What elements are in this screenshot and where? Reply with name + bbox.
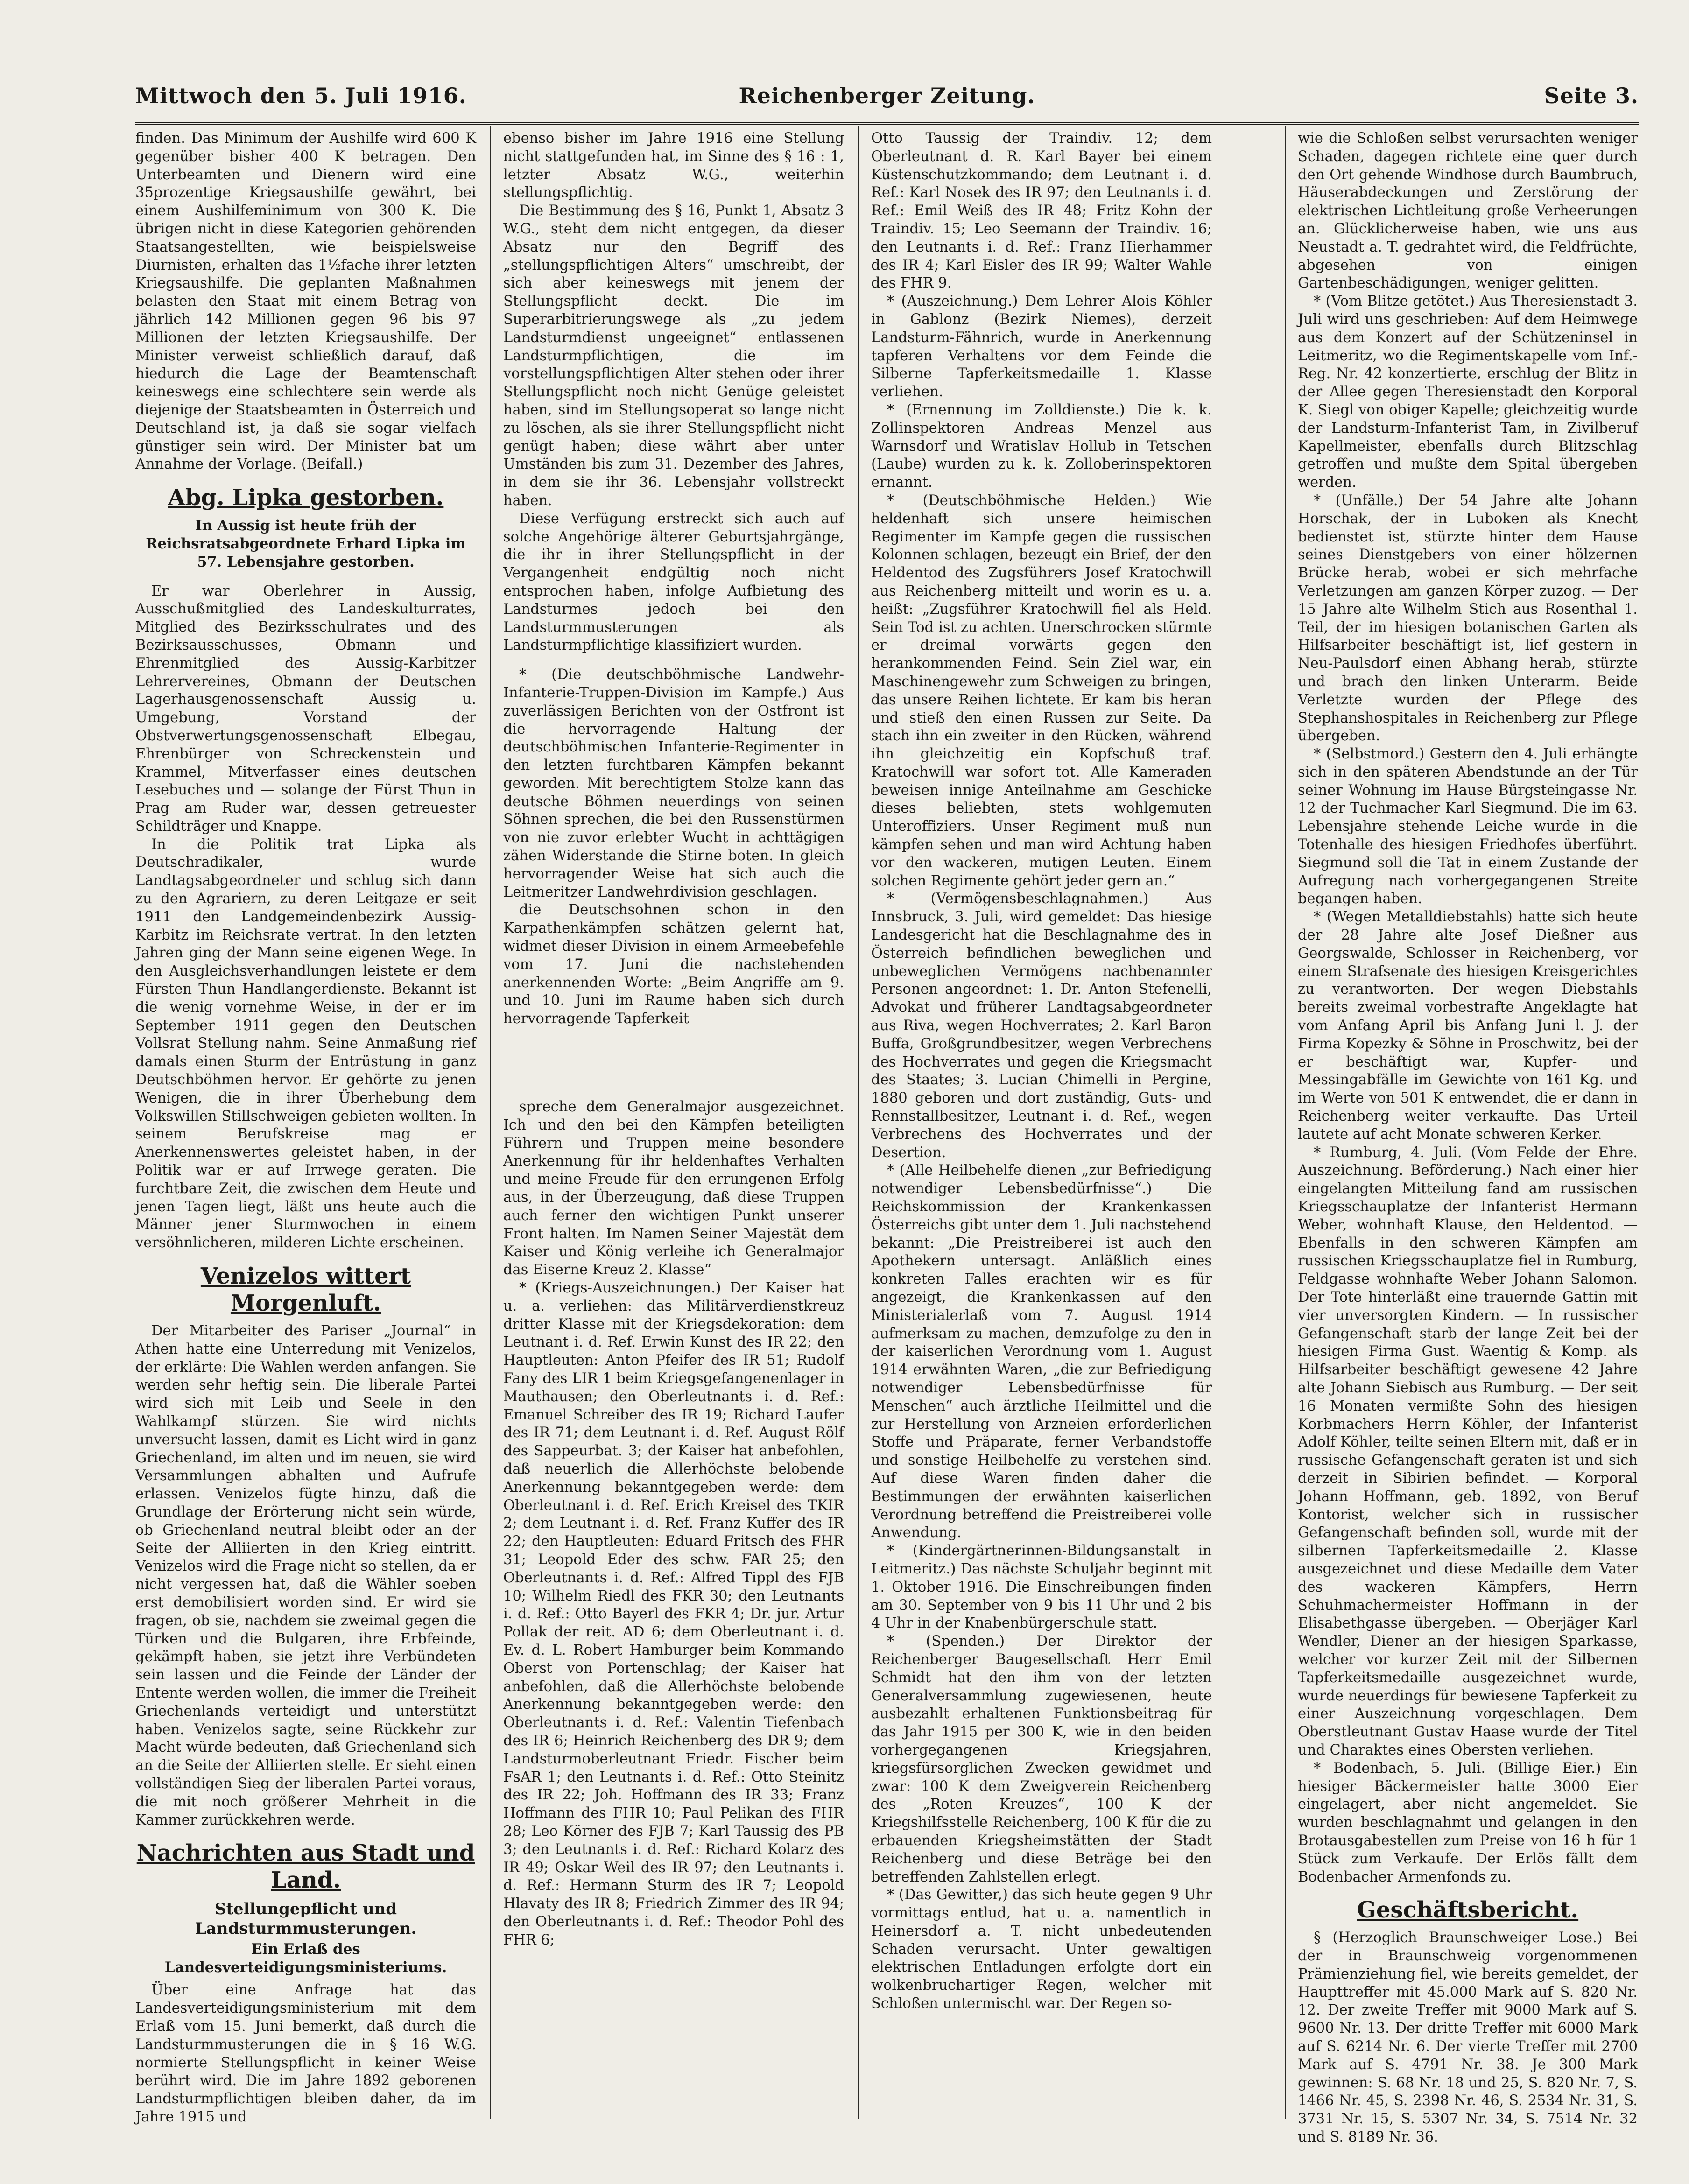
page-number: Seite 3. <box>1544 83 1639 108</box>
lead-lipka: In Aussig ist heute früh der Reichsratsabgeordnete Erhard Lipka im 57. Lebensjahre gestorben. <box>146 517 466 570</box>
news-item: * (Wegen Metalldiebstahls) hatte sich heute der 28 Jahre alte Josef Dießner aus Georgswalde, Schlosser in Reichenberg, vor einem Strafsenate des hiesigen Kreisgerichtes zu verantworten. Der wegen Diebstahls bereits zweimal vorbestrafte Angeklagte hat vom Anfang April bis Anfang Juni l. J. der Firma Kopezky & Söhne in Proschwitz, bei der er beschäftigt war, Kupfer- und Messingabfälle im Gewichte von 161 Kg. und im Werte von 501 K entwendet, die er dann in Reichenberg weiter verkaufte. Das Urteil lautete auf acht Monate schweren Kerker. <box>1298 909 1638 1143</box>
news-item: * (Spenden.) Der Direktor der Reichenberger Baugesellschaft Herr Emil Schmidt hat den ihm von der letzten Generalversammlung zugewiesenen, heute ausbezahlt erhaltenen Funktionsbeitrag für das Jahr 1915 per 300 K, wie in den beiden vorhergegangenen Kriegsjahren, kriegsfürsorglichen Zwecken gewidmet und zwar: 100 K dem Zweigverein Reichenberg des „Roten Kreuzes“, 100 K der Kriegshilfsstelle Reichenberg, 100 K für die zu erbauenden Kriegsheimstätten der Stadt Reichenberg und diese Beträge bei den betreffenden Zahlstellen erlegt. <box>871 1633 1212 1885</box>
news-item: * (Ernennung im Zolldienste.) Die k. k. Zollinspektoren Andreas Menzel aus Warnsdorf und Wratislav Hollub in Tetschen (Laube) wurden zu k. k. Zolloberinspektoren ernannt. <box>871 401 1212 491</box>
paragraph: die Deutschsohnen schon in den Karpathenkämpfen schätzen gelernt hat, widmet dieser Division in einem Armeebefehle vom 17. Juni die nachstehenden anerkennenden Worte: „Beim Angriffe am 9. und 10. Juni im Raume haben sich durch hervorragende Tapferkeit <box>503 902 844 1027</box>
paragraph: Der Mitarbeiter des Pariser „Journal“ in Athen hatte eine Unterredung mit Venizelos, der erklärte: Die Wahlen werden anfangen. Sie werden sehr heftig sein. Die liberale Partei wird sich mit Leib und Seele in den Wahlkampf stürzen. Sie wird nichts unversucht lassen, damit es Licht wird in ganz Griechenland, im alten und im neuen, sie wird Versammlungen abhalten und Aufrufe erlassen. Venizelos fügte hinzu, daß die Grundlage der Erörterung nicht sein würde, ob Griechenland neutral bleibt oder an der Seite der Alliierten in den Krieg eintritt. Venizelos wird die Frage nicht so stellen, da er nicht vergessen hat, daß die Wähler soeben erst demobilisiert worden sind. Er wird sie fragen, ob sie, nachdem sie zweimal gegen die Türken und die Bulgaren, ihre Erbfeinde, gekämpft haben, sie jetzt ihre Verbündeten sein lassen und die Feinde der Länder der Entente werden wollen, die immer die Freiheit Griechenlands verteidigt und unterstützt haben. Venizelos sagte, seine Rückkehr zur Macht würde bedeuten, daß Griechenland sich an die Seite der Alliierten stelle. Er sieht einen vollständigen Sieg der liberalen Partei voraus, die mit noch größerer Mehrheit in die Kammer zurückkehren werde. <box>135 1323 476 1828</box>
paragraph: Die Bestimmung des § 16, Punkt 1, Absatz 3 W.G., steht dem nicht entgegen, da dieser Absatz nur den Begriff des „stellungspflichtigen Alters“ umschreibt, der sich aber keineswegs mit jenem der Stellungspflicht deckt. Die im Superarbitrierungswege als „zu jedem Landsturmdienst ungeeignet“ entlassenen Landsturmpflichtigen, die im vorstellungspflichtigen Alter stehen oder ihrer Stellungspflicht noch nicht Genüge geleistet haben, sind im Stellungsoperat so lange nicht zu löschen, als sie ihrer Stellungspflicht nicht genügt haben; diese währt aber unter Umständen bis zum 31. Dezember des Jahres, in dem sie ihr 36. Lebensjahr vollstreckt haben. <box>503 203 844 509</box>
headline-nachrichten: Nachrichten aus Stadt und Land. <box>136 1840 475 1894</box>
news-item: * (Vermögensbeschlagnahmen.) Aus Innsbruck, 3. Juli, wird gemeldet: Das hiesige Landesgericht hat die Beschlagnahme des in Österreich befindlichen beweglichen und unbeweglichen Vermögens nachbenannter Personen angeordnet: 1. Dr. Anton Stefenelli, Advokat und früherer Landtagsabgeordneter aus Riva, wegen Hochverrates; 2. Karl Baron Buffa, Großgrundbesitzer, wegen Verbrechens des Hochverrates und gegen die Kriegsmacht des Staates; 3. Lucian Chimelli in Pergine, 1880 geboren und dort zuständig, Guts- und Rennstallbesitzer, Leutnant i. d. Ref., wegen Verbrechens des Hochverrates und der Desertion. <box>871 891 1212 1161</box>
news-item: * (Auszeichnung.) Dem Lehrer Alois Köhler in Gablonz (Bezirk Niemes), derzeit Landsturm-Fähnrich, wurde in Anerkennung tapferen Verhaltens vor dem Feinde die Silberne Tapferkeitsmedaille 1. Klasse verliehen. <box>871 293 1212 400</box>
news-item: * (Die deutschböhmische Landwehr-Infanterie-Truppen-Division im Kampfe.) Aus zuverlässigen Berichten von der Ostfront ist die hervorragende Haltung der deutschböhmischen Infanterie-Regimenter in den letzten furchtbaren Kämpfen bekannt geworden. Mit berechtigtem Stolze kann das deutsche Böhmen neuerdings von seinen Söhnen sprechen, die bei den Russenstürmen von nie zuvor erlebter Wucht in achttägigen zähen Widerstande die Stirne boten. In gleich hervorragender Weise hat sich auch die Leitmeritzer Landwehrdivision geschlagen. <box>503 667 844 900</box>
headline-venizelos: Venizelos wittert Morgenluft. <box>200 1263 411 1317</box>
paragraph: ebenso bisher im Jahre 1916 eine Stellung nicht stattgefunden hat, im Sinne des § 16 : 1, letzter Absatz W.G., weiterhin stellungspflichtig. <box>503 130 844 201</box>
issue-date: Mittwoch den 5. Juli 1916. <box>135 83 467 108</box>
paragraph: wie die Schloßen selbst verursachten weniger Schaden, dagegen richtete eine quer durch den Ort gehende Windhose durch Baumbruch, Häuserabdeckungen und Zerstörung der elektrischen Lichtleitung große Verheerungen an. Glücklicherweise haben, wie uns aus Neustadt a. T. gedrahtet wird, die Feldfrüchte, abgesehen von einigen Gartenbeschädigungen, weniger gelitten. <box>1298 130 1638 292</box>
headline-geschaeftsbericht: Geschäftsbericht. <box>1357 1897 1579 1924</box>
news-item: * (Selbstmord.) Gestern den 4. Juli erhängte sich in den späteren Abendstunde an der Tür seiner Wohnung im Hause Bürgsteingasse Nr. 12 der Tuchmacher Karl Siegmund. Die im 63. Lebensjahre stehende Leiche wurde in die Totenhalle des hiesigen Friedhofes überführt. Siegmund soll die Tat in einem Zustande der Aufregung nach vorhergegangenen Streite begangen haben. <box>1298 746 1638 907</box>
column-divider <box>490 126 491 2119</box>
column-divider <box>858 126 859 2119</box>
paragraph: Otto Taussig der Traindiv. 12; dem Oberleutnant d. R. Karl Bayer bei einem Küstenschutzkommando; dem Leutnant i. d. Ref.: Karl Nosek des IR 97; den Leutnants i. d. Ref.: Emil Weiß des IR 48; Fritz Kohn der Traindiv. 15; Leo Seemann der Traindiv. 16; den Leutnants i. d. Ref.: Franz Hierhammer des IR 4; Karl Eisler des IR 99; Walter Wahle des FHR 9. <box>871 130 1212 292</box>
news-item: * (Kindergärtnerinnen-Bildungsanstalt in Leitmeritz.) Das nächste Schuljahr beginnt mit 1. Oktober 1916. Die Einschreibungen finden am 30. September von 9 bis 11 Uhr und 2 bis 4 Uhr in der Knabenbürgerschule statt. <box>871 1543 1212 1632</box>
paragraph: Er war Oberlehrer in Aussig, Ausschußmitglied des Landeskulturrates, Mitglied des Bezirksschulrates und des Bezirksausschusses, Obmann und Ehrenmitglied des Aussig-Karbitzer Lehrervereines, Obmann der Deutschen Lagerhausgenossenschaft Aussig u. Umgebung, Vorstand der Obstverwertungsgenossenschaft Elbegau, Ehrenbürger von Schreckenstein und Krammel, Mitverfasser eines deutschen Lesebuches und — solange der Fürst Thun in Prag am Ruder war, dessen getreuester Schildträger und Knappe. <box>135 583 476 835</box>
headline-lipka: Abg. Lipka gestorben. <box>168 485 444 511</box>
column-4 <box>1298 130 1638 2146</box>
news-item: * (Alle Heilbehelfe dienen „zur Befriedigung notwendiger Lebensbedürfnisse“.) Die Reichskommission der Krankenkassen Österreichs gibt unter dem 1. Juli nachstehend bekannt: „Die Preistreiberei ist auch den Apothekern untersagt. Anläßlich eines konkreten Falles erachten wir es für angezeigt, die Krankenkassen auf den Ministerialerlaß vom 7. August 1914 aufmerksam zu machen, demzufolge zu den in der kaiserlichen Verordnung vom 1. August 1914 erwähnten Waren, „die zur Befriedigung notwendiger Lebensbedürfnisse für Menschen“ auch ärztliche Heilmittel und die zur Herstellung von Arzneien erforderlichen Stoffe und Präparate, ferner Verbandstoffe und sonstige Heilbehelfe zu verstehen sind. Auf diese Waren finden daher die Bestimmungen der erwähnten kaiserlichen Verordnung betreffend die Preistreiberei volle Anwendung. <box>871 1162 1212 1541</box>
newspaper-title: Reichenberger Zeitung. <box>739 83 1035 108</box>
news-item: * (Vom Blitze getötet.) Aus Theresienstadt 3. Juli wird uns geschrieben: Auf dem Heimwege aus dem Konzert auf der Schützeninsel in Leitmeritz, wo die Regimentskapelle vom Inf.-Reg. Nr. 42 konzertierte, erschlug der Blitz in der Allee gegen Theresienstadt den Korporal K. Siegl von obiger Kapelle; gleichzeitig wurde der Landsturm-Infanterist Tam, in Zivilberuf Kapellmeister, ebenfalls durch Blitzschlag getroffen und mußte dem Spital übergeben werden. <box>1298 293 1638 491</box>
news-item: * Bodenbach, 5. Juli. (Billige Eier.) Ein hiesiger Bäckermeister hatte 3000 Eier eingelagert, aber nicht angemeldet. Sie wurden beschlagnahmt und gelangen in den Brotausgabestellen zum Preise von 16 h für 1 Stück zum Verkaufe. Der Erlös fällt dem Bodenbacher Armenfonds zu. <box>1298 1760 1638 1885</box>
paragraph: Über eine Anfrage hat das Landesverteidigungsministerium mit dem Erlaß vom 15. Juni bemerkt, daß durch die Landsturmmusterungen die in § 16 W.G. normierte Stellungspflicht in keiner Weise berührt wird. Die im Jahre 1892 geborenen Landsturmpflichtigen bleiben daher, da im Jahre 1915 und <box>135 1982 476 2125</box>
column-2 <box>503 130 844 2109</box>
column-divider <box>1285 126 1286 2119</box>
news-item: * Rumburg, 4. Juli. (Vom Felde der Ehre. Auszeichnung. Beförderung.) Nach einer hier eingelangten Mitteilung fand am russischen Kriegsschauplatze der Infanterist Hermann Weber, wohnhaft Klause, den Heldentod. — Ebenfalls in den schweren Kämpfen am russischen Kriegsschauplatze fiel in Rumburg, Feldgasse wohnhafte Weber Johann Salomon. Der Tote hinterläßt eine trauernde Gattin mit vier unversorgten Kindern. — In russischer Gefangenschaft starb der lange Zeit bei der hiesigen Firma Gust. Waentig & Komp. als Hilfsarbeiter beschäftigt gewesene 42 Jahre alte Johann Siebisch aus Rumburg. — Der seit 16 Monaten vermißte Sohn des hiesigen Korbmachers Herrn Köhler, der Infanterist Adolf Köhler, teilte seinen Eltern mit, daß er in russische Gefangenschaft geraten ist und sich derzeit in Sibirien befindet. — Korporal Johann Hoffmann, geb. 1892, von Beruf Kontorist, welcher sich in russischer Gefangenschaft befinden soll, wurde mit der silbernen Tapferkeitsmedaille 2. Klasse ausgezeichnet und diese Medaille dem Vater des wackeren Kämpfers, Herrn Schuhmachermeister Hoffmann in der Elisabethgasse übergeben. — Oberjäger Karl Wendler, Diener an der hiesigen Sparkasse, welcher vor kurzer Zeit mit der Silbernen Tapferkeitsmedaille ausgezeichnet wurde, wurde neuerdings für bewiesene Tapferkeit zu einer Auszeichnung vorgeschlagen. Dem Oberstleutnant Gustav Haase wurde der Titel und Charaktes eines Obersten verliehen. <box>1298 1144 1638 1758</box>
news-item: * (Das Gewitter,) das sich heute gegen 9 Uhr vormittags entlud, hat u. a. namentlich in Heinersdorf a. T. nicht unbedeutenden Schaden verursacht. Unter gewaltigen elektrischen Entladungen erfolgte dort ein wolkenbruchartiger Regen, welcher mit Schloßen untermischt war. Der Regen so- <box>871 1887 1212 2012</box>
news-item: * (Unfälle.) Der 54 Jahre alte Johann Horschak, der in Luboken als Knecht bedienstet ist, stürzte hinter dem Hause seines Dienstgebers von einer hölzernen Brücke herab, wobei er sich mehrfache Verletzungen am ganzen Körper zuzog. — Der 15 Jahre alte Wilhelm Stich aus Rosenthal 1. Teil, der im hiesigen botanischen Garten als Hilfsarbeiter beschäftigt ist, lief gestern in Neu-Paulsdorf einen Abhang herab, stürzte und brach den linken Unterarm. Beide Verletzte wurden der Pflege des Stephanshospitales in Reichenberg zur Pflege übergeben. <box>1298 492 1638 744</box>
paragraph: Diese Verfügung erstreckt sich auch auf solche Angehörige älterer Geburtsjahrgänge, die ihr in ihrer Stellungspflicht in der Vergangenheit endgültig noch nicht entsprochen haben, infolge Aufbietung des Landsturmes jedoch bei den Landsturmmusterungen als Landsturmpflichtige klassifiziert wurden. <box>503 510 844 654</box>
subheadline: Ein Erlaß des Landesverteidigungsministeriums. <box>164 1941 447 1976</box>
news-item: § (Herzoglich Braunschweiger Lose.) Bei der in Braunschweig vorgenommenen Prämienziehung fiel, wie bereits gemeldet, der Haupttreffer mit 45.000 Mark auf S. 820 Nr. 12. Der zweite Treffer mit 9000 Mark auf S. 9600 Nr. 13. Der dritte Treffer mit 6000 Mark auf S. 6214 Nr. 6. Der vierte Treffer mit 2700 Mark auf S. 4791 Nr. 38. Je 300 Mark gewinnen: S. 68 Nr. 18 und 25, S. 820 Nr. 7, S. 1466 Nr. 45, S. 2398 Nr. 46, S. 2534 Nr. 31, S. 3731 Nr. 15, S. 5307 Nr. 34, S. 7514 Nr. 32 und S. 8189 Nr. 36. <box>1298 1930 1638 2146</box>
news-item: * (Deutschböhmische Helden.) Wie heldenhaft sich unsere heimischen Regimenter im Kampfe gegen die russischen Kolonnen schlagen, bezeugt ein Brief, der den Heldentod des Zugsführers Josef Kratochwill aus Reichenberg mitteilt und worin es u. a. heißt: „Zugsführer Kratochwill fiel als Held. Sein Tod ist zu achten. Unerschrocken stürmte er dreimal vorwärts gegen den herankommenden Feind. Sein Ziel war, ein Maschinengewehr zum Schweigen zu bringen, das unsere Reihen lichtete. Er kam bis heran und stieß den einen Russen zur Seite. Da stach ihn ein zweiter in den Rücken, während ihn gleichzeitig ein Kopfschuß traf. Kratochwill war sofort tot. Alle Kameraden beweisen innige Anteilnahme am Geschicke dieses beliebten, stets wohlgemuten Unteroffiziers. Unser Regiment muß nun kämpfen sehen und man wird Achtung haben vor den wackeren, mutigen Leuten. Einem solchen Regimente gehört jeder gern an.“ <box>871 492 1212 889</box>
paragraph: spreche dem Generalmajor ausgezeichnet. Ich und den bei den Kämpfen beteiligten Führern und Truppen meine besondere Anerkennung für ihr heldenhaftes Verhalten und meine Freude für den errungenen Erfolg aus, in der Überzeugung, daß diese Truppen auch ferner den wichtigen Punkt unserer Front halten. Im Namen Seiner Majestät dem Kaiser und König verleihe ich Generalmajor das Eiserne Kreuz 2. Klasse“ <box>503 1099 844 1278</box>
paragraph: finden. Das Minimum der Aushilfe wird 600 K gegenüber bisher 400 K betragen. Den Unterbeamten und Dienern wird eine 35prozentige Kriegsaushilfe gewährt, bei einem Aushilfeminimum von 300 K. Die übrigen nicht in diese Kategorien gehörenden Staatsangestellten, wie beispielsweise Diurnisten, erhalten das 1½fache ihrer letzten Kriegsaushilfe. Die geplanten Maßnahmen belasten den Staat mit einem Betrag von jährlich 142 Millionen gegen 96 bis 97 Millionen der letzten Kriegsaushilfe. Der Minister verweist schließlich darauf, daß hiedurch die Lage der Beamtenschaft keineswegs eine schlechtere sein werde als diejenige der Staatsbeamten in Österreich und Deutschland ist, ja daß sie sogar vielfach günstiger sein wird. Der Minister bat um Annahme der Vorlage. (Beifall.) <box>135 130 476 473</box>
header-rule <box>135 122 1639 125</box>
paragraph: In die Politik trat Lipka als Deutschradikaler, wurde Landtagsabgeordneter und schlug sich dann zu den Agrariern, zu deren Leitgaze er seit 1911 den Landgemeindenbezirk Aussig-Karbitz im Reichsrate vertrat. In den letzten Jahren ging der Mann seine eigenen Wege. In den Ausgleichsverhandlungen leistete er dem Fürsten Thun Handlangerdienste. Bekannt ist die wenig vornehme Weise, in der er im September 1911 gegen den Deutschen Vollsrat Stellung nahm. Seine Anmaßung rief damals einen Sturm der Entrüstung in ganz Deutschböhmen hervor. Er gehörte zu jenen Wenigen, die in ihrer Überhebung dem Volkswillen Stillschweigen gebieten wollten. In seinem Berufskreise mag er Anerkennenswertes geleistet haben, in der Politik war er auf Irrwege geraten. Die furchtbare Zeit, die zwischen dem Heute und jenen Tagen liegt, läßt uns heute auch die Männer jener Sturmwochen in einem versöhnlicheren, milderen Lichte erscheinen. <box>135 836 476 1251</box>
subheadline: Stellungepflicht und Landsturmmusterungen. <box>195 1900 417 1938</box>
news-item: * (Kriegs-Auszeichnungen.) Der Kaiser hat u. a. verliehen: das Militärverdienstkreuz dritter Klasse mit der Kriegsdekoration: dem Leutnant i. d. Ref. Erwin Kunst des IR 22; den Hauptleuten: Anton Pfeifer des IR 51; Rudolf Fany des LIR 1 beim Kriegsgefangenenlager in Mauthausen; den Oberleutnants i. d. Ref.: Emanuel Schreiber des IR 19; Richard Laufer des IR 71; dem Leutnant i. d. Ref. August Rölf des Sappeurbat. 3; der Kaiser hat anbefohlen, daß neuerlich die Allerhöchste belobende Anerkennung bekanntgegeben werde: dem Oberleutnant i. d. Ref. Erich Kreisel des TKIR 2; dem Leutnant i. d. Ref. Franz Kuffer des IR 22; den Hauptleuten: Eduard Fritsch des FHR 31; Leopold Eder des schw. FAR 25; den Oberleutnants i. d. Ref.: Alfred Tippl des FJB 10; Wilhelm Riedl des FKR 30; den Leutnants i. d. Ref.: Otto Bayerl des FKR 4; Dr. jur. Artur Pollak der reit. AD 6; dem Oberleutnant i. d. Ev. d. L. Robert Hamburger beim Kommando Oberst von Portenschlag; der Kaiser hat anbefohlen, daß die Allerhöchste belobende Anerkennung bekanntgegeben werde: den Oberleutnants i. d. Ref.: Valentin Tiefenbach des IR 6; Heinrich Reichenberg des DR 9; dem Landsturmoberleutnant Friedr. Fischer beim FsAR 1; den Leutnants i. d. Ref.: Otto Steinitz des IR 22; Joh. Hoffmann des IR 33; Franz Hoffmann des FHR 10; Paul Pelikan des FHR 28; Leo Körner des FJB 7; Karl Taussig des PB 3; den Leutnants i. d. Ref.: Richard Kolarz des IR 49; Oskar Weil des IR 97; den Leutnants i. d. Ref.: Hermann Sturm des IR 7; Leopold Hlavaty des IR 8; Friedrich Zimmer des IR 94; den Oberleutnants i. d. Ref.: Theodor Pohl des FHR 6; <box>503 1280 844 1948</box>
column-3 <box>871 130 1212 2109</box>
column-1 <box>135 130 476 2125</box>
page-header <box>135 83 1639 120</box>
